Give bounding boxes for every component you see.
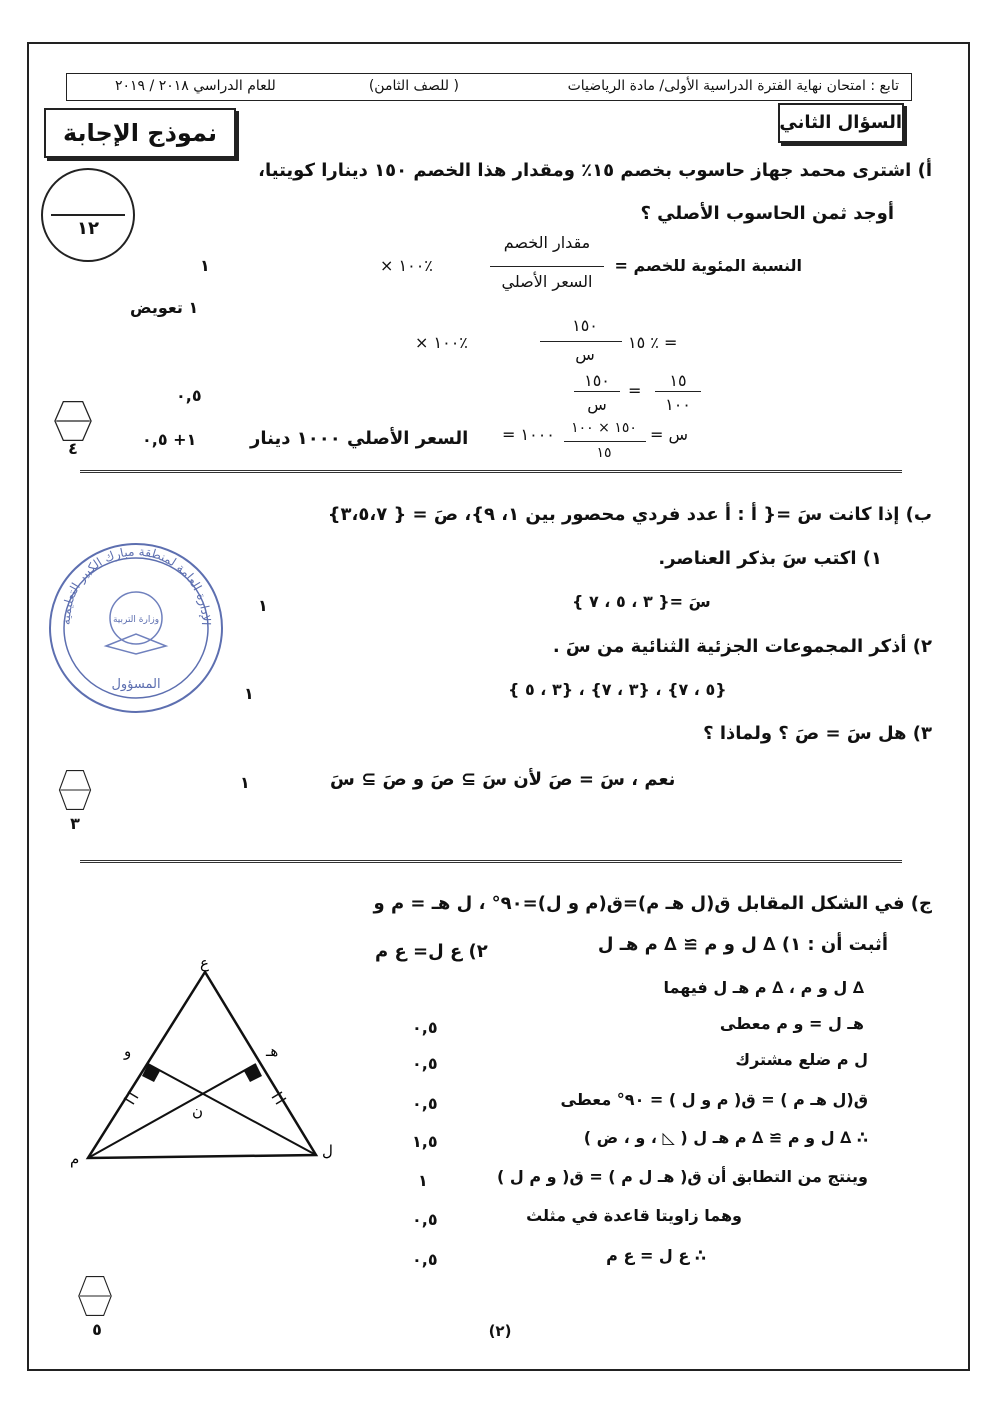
mark-substitution: ١ تعويض [130,298,199,317]
solve-result: = ١٠٠٠ [502,425,555,444]
svg-text:الإدارة العامة لمنطقة مبارك ال [59,545,213,626]
solve-denominator: ١٥ [596,445,612,461]
part-b-q3: ٣) هل سَ = صَ ؟ ولماذا ؟ [703,723,932,744]
answer-model-title: نموذج الإجابة [44,108,236,158]
rule-times-100: × ١٠٠٪ [380,256,433,275]
exam-header [66,73,912,101]
proof-mark: ١ [418,1171,428,1190]
label-ain: ع [200,954,209,972]
final-answer: السعر الأصلي ١٠٠٠ دينار [250,428,469,449]
divider-1 [80,470,902,473]
stamp-outer-text: الإدارة العامة لمنطقة مبارك الكبير التعليمية [58,544,214,626]
proof-mark: ٠,٥ [412,1054,438,1073]
proof-mark: ٠,٥ [412,1094,438,1113]
rule-fraction-bar [490,266,604,267]
ministry-stamp [46,538,226,718]
label-ha: هـ [266,1042,279,1060]
page-number: (٢) [488,1322,512,1340]
part-b-score: ٣ [70,814,80,833]
part-c-prove: أثبت أن : ١) ∆ ل و م ≅ ∆ م هـ ل [597,934,888,955]
triangle-figure [66,950,346,1170]
rule-denominator: السعر الأصلي [501,272,593,291]
exam-title: تابع : امتحان نهاية الفترة الدراسية الأولى/ مادة الرياضيات [567,78,899,94]
total-score: ١٢ [77,218,99,239]
proof-line: ق(ل هـ م ) = ق( م و ل ) = ٩٠° معطى [560,1090,868,1109]
proof-mark: ٠,٥ [412,1210,438,1229]
proof-mark: ٠,٥ [412,1250,438,1269]
proof-mark: ١,٥ [412,1132,438,1151]
part-b-m3: ١ [240,773,250,792]
sub-fraction-bar [540,341,622,342]
sub-times-100: × ١٠٠٪ [415,333,468,352]
part-b-a2: { ٣ ، ٥} ، {٣ ، ٧} ، {٥ ، ٧} [508,680,727,699]
part-c-prove2: ٢) ع ل= ع م [375,941,488,962]
stamp-bottom-text: المسؤول [111,677,161,692]
part-b-q2: ٢) أذكر المجموعات الجزئية الثنائية من سَ . [552,636,932,657]
question-title: السؤال الثاني [778,103,904,143]
proof-mark: ٠,٥ [412,1018,438,1037]
proof-line: وهما زاويتا قاعدة في مثلث [526,1206,742,1225]
label-nun: ن [192,1102,204,1120]
proof-line: ∴ ع ل = ع م [606,1246,706,1265]
part-a-score-hex [44,401,102,441]
ratio-left-bar [655,391,701,392]
ratio-eq: = [628,381,642,400]
label-waw: و [124,1042,132,1060]
sub-left: ١٥ ٪ = [628,333,678,352]
solve-numerator: ١٥٠ × ١٠٠ [571,420,637,436]
exam-year: للعام الدراسي ٢٠١٨ / ٢٠١٩ [115,78,276,94]
part-c-question: ج) في الشكل المقابل ق(ل هـ م)=ق(م و ل)=٩٠° ، ل هـ = م و [373,893,932,914]
rule-label: النسبة المئوية للخصم = [614,256,802,275]
exam-grade: ( للصف الثامن) [368,78,459,94]
part-b-a1: سَ ={ ٣ ، ٥ ، ٧ } [572,592,711,611]
part-b-a3: نعم ، سَ = صَ لأن سَ ⊇ صَ و صَ ⊇ سَ [330,769,676,790]
part-b-question: ب) إذا كانت سَ ={ أ : أ عدد فردي محصور بين ١، ٩}، صَ = { ٣،٥،٧} [327,504,932,525]
part-c-score-hex [66,1276,124,1316]
part-b-m1: ١ [258,596,268,615]
part-a-ask: أوجد ثمن الحاسوب الأصلي ؟ [640,203,894,224]
part-b-m2: ١ [244,684,254,703]
proof-line: ∴ ∆ ل و م ≅ ∆ م هـ ل ( ◺ ، و ، ض ) [583,1128,868,1147]
part-c-score: ٥ [92,1320,102,1339]
total-score-circle [41,168,135,262]
sub-numerator: ١٥٠ [572,316,598,335]
ratio-left-num: ١٥ [669,371,687,390]
ratio-right-num: ١٥٠ [584,371,610,390]
label-mim: م [70,1150,80,1168]
proof-line: وينتج من التطابق أن ق( هـ ل م ) = ق( و م ل ) [496,1167,868,1186]
mark-final: ١+ ٠,٥ [142,430,197,449]
part-b-q1: ١) اكتب سَ بذكر العناصر. [658,548,882,569]
divider-2 [80,860,902,863]
proof-line: ∆ ل و م ، ∆ م هـ ل فيهما [663,978,864,997]
part-a-score: ٤ [68,439,78,458]
sub-denominator: س [575,345,595,364]
part-a-question: أ) اشترى محمد جهاز حاسوب بخصم ١٥٪ ومقدار هذا الخصم ١٥٠ دينارا كويتيا، [258,160,932,181]
proof-line: ل م ضلع مشترك [735,1050,868,1069]
score-divider [51,214,125,216]
part-b-score-hex [46,770,104,810]
proof-line: هـ ل = و م معطى [719,1014,864,1033]
solve-fraction-bar [564,441,646,442]
mark-ratio: ٠,٥ [176,386,202,405]
label-lam: ل [322,1142,333,1160]
rule-numerator: مقدار الخصم [503,233,591,252]
ratio-right-den: س [587,395,607,414]
stamp-inner-text: وزارة التربية [112,615,160,625]
ratio-right-bar [574,391,620,392]
mark-rule: ١ [200,256,210,275]
solve-left: س = [650,425,689,444]
ratio-left-den: ١٠٠ [665,395,691,414]
